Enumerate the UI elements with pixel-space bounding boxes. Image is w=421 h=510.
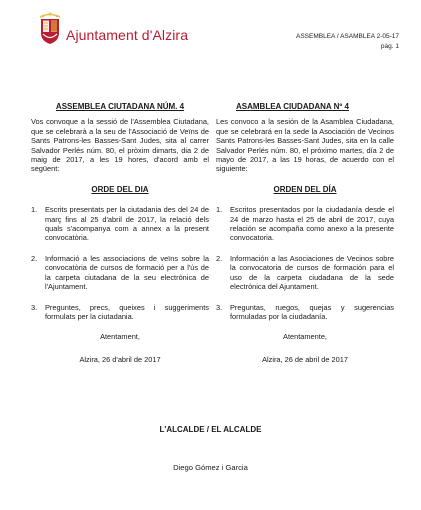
reference-code: ASSEMBLEA / ASAMBLEA 2-05-17 (296, 33, 399, 40)
date-va: Alzira, 26 d'abril de 2017 (79, 354, 161, 364)
convocation-paragraph-es: Les convoco a la sesión de la Asamblea Ciudadana, que se celebrará en la sede la Asociación de Vecinos Sants Patrons-les Basses-Sant Judes, sita en la calle Salvador Perlés núm. 80, el próximo martes, día 2 de mayo de 2017, a las 19 horas, de acuerdo con el siguiente: (216, 117, 394, 174)
agenda-item-text: Información a las Asociaciones de Vecinos sobre la convocatoria de cursos de formación para el uso de la carpeta ciudadana de la sede electrónica del Ajuntament. (230, 253, 394, 292)
signer-name: Diego Gómez i Garcia (173, 463, 248, 472)
agenda-item-text: Escrits presentats per la ciutadania des del 24 de març fins al 25 d'abril de 2017, la relació dels quals s'acompanya com a annex a la present convocatòria. (45, 205, 209, 243)
valencian-column (31, 102, 209, 364)
agenda-item-number: 3. (31, 302, 38, 312)
agenda-item-number: 1. (31, 205, 38, 215)
closing-va: Atentament, (100, 332, 140, 342)
spanish-column (216, 102, 394, 364)
date-es: Alzira, 26 de abril de 2017 (262, 354, 348, 364)
page-number: pàg. 1 (380, 42, 399, 50)
agenda-item (31, 303, 209, 322)
agenda-item (31, 254, 209, 292)
agenda-item (216, 303, 394, 322)
agenda-item (216, 254, 394, 292)
agenda-item (216, 205, 394, 243)
agenda-item (31, 205, 209, 243)
agenda-item-number: 2. (31, 253, 38, 263)
agenda-item-number: 1. (216, 205, 223, 215)
document-reference (296, 32, 399, 51)
mayor-title: L'ALCALDE / EL ALCALDE (159, 425, 262, 434)
agenda-item-text: Informació a les associacions de veïns sobre la convocatòria de cursos de formació per a l'ús de la carpeta ciutadana de la seu electrònica de l'Ajuntament. (45, 253, 209, 292)
agenda-item-text: Escritos presentados por la ciudadanía desde el 24 de marzo hasta el 25 de abril de 2017, cuya relación se acompaña como anexo a la presente convocatoria. (230, 205, 394, 243)
agenda-item-text: Preguntes, precs, queixes i suggeriments formulats per la ciutadania. (45, 302, 209, 321)
assembly-title-es: ASAMBLEA CIUDADANA Nº 4 (236, 102, 349, 111)
brand-name: Ajuntament d'Alzira (66, 27, 189, 43)
agenda-item-text: Preguntas, ruegos, quejas y sugerencias formuladas por la ciudadanía. (230, 302, 394, 321)
convocation-paragraph-va: Vos convoque a la sessió de l'Assemblea Ciutadana, que se celebrarà a la seu de l'Associació de Veïns de Sants Patrons-les Basses-Sant Judes, sita al carrer Salvador Perlés núm. 80, el pròxim dimarts, dia 2 de maig de 2017, a les 19 hores, d'acord amb el següent: (31, 117, 209, 174)
letterhead (0, 0, 421, 60)
agenda-item-number: 2. (216, 253, 223, 263)
city-shield-icon (38, 12, 62, 45)
agenda-heading-es: ORDEN DEL DÍA (273, 184, 337, 194)
closing-es: Atentamente, (283, 332, 327, 342)
assembly-title-va: ASSEMBLEA CIUTADANA NÚM. 4 (55, 102, 185, 111)
agenda-item-number: 3. (216, 302, 223, 312)
agenda-heading-va: ORDE DEL DIA (91, 184, 149, 194)
